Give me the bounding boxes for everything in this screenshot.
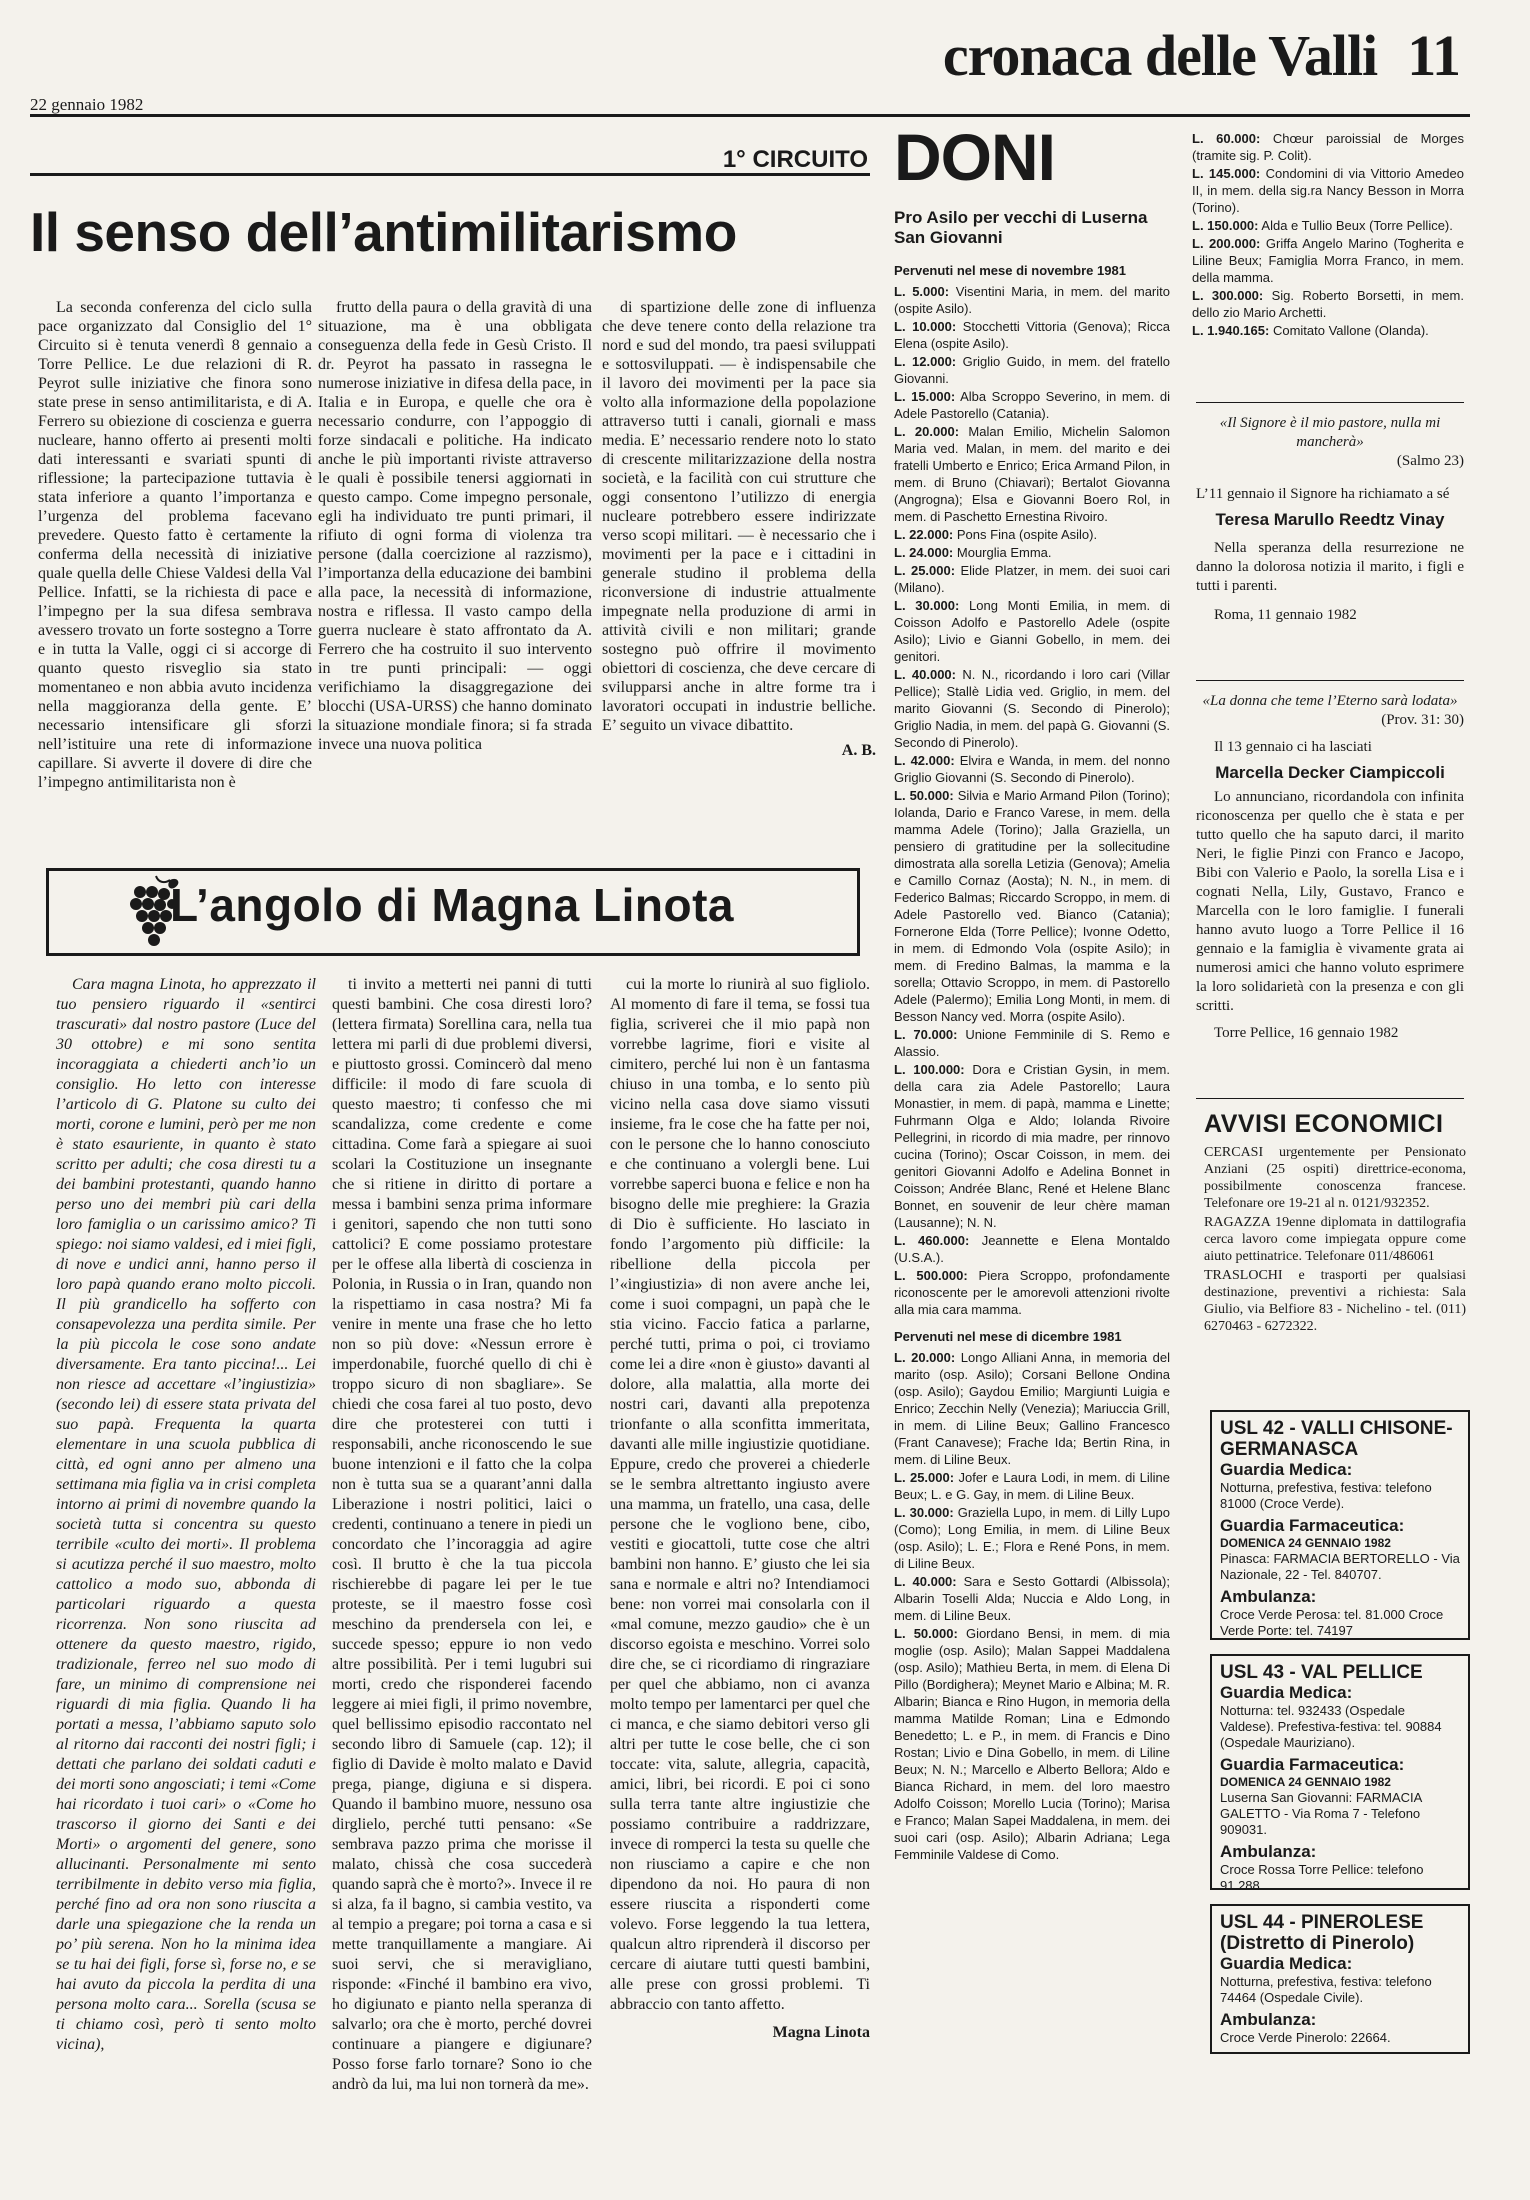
donation-donors: Silvia e Mario Armand Pilon (Torino); Iolanda, Dario e Franco Varese, in mem. della mamma Adele (Torino); Jalla Graziella, un pensiero di gratitudine per la sollecitudine dimostrata alla sorella Letizia (Genova); Amelia e Camillo Cornaz (Aosta); N. N., in mem. di Federico Balmas; Riccardo Scroppo, in mem. di Adele Pastorello ved. Bianco (Catania); Fornerone Elda (Torre Pellice); Ivonne Odetto, in mem. di Edmondo Vola (ospite Asilo); in mem. di Fredino Balmas, la mamma e la sorella; Ottavio Scroppo, in mem. di Pastorello Adele (Palermo); Emilia Long Monti, in mem. di Besson Nancy ved. Morra (ospite Asilo). — [894, 788, 1170, 1024]
usl-heading: Guardia Farmaceutica: — [1220, 1516, 1405, 1535]
donation-amount: L. 20.000: — [894, 1350, 956, 1365]
donation-donors: Comitato Vallone (Olanda). — [1272, 323, 1429, 338]
obituary-intro: L’11 gennaio il Signore ha richiamato a sé — [1196, 486, 1450, 502]
doni-column-2 — [1192, 130, 1464, 340]
donation-entry — [894, 1061, 1170, 1231]
angolo-title: L’angolo di Magna Linota — [170, 879, 734, 931]
obituary-quote: «Il Signore è il mio pastore, nulla mi mancherà» — [1219, 415, 1441, 450]
donation-entry — [894, 526, 1170, 543]
donation-donors: Condomini di via Vittorio Amedeo II, in mem. della sig.ra Nancy Besson in Morra (Torino). — [1192, 166, 1464, 215]
donation-entry — [894, 597, 1170, 665]
donations-list-december — [894, 1349, 1170, 1863]
usl-text: Croce Verde Perosa: tel. 81.000 Croce Verde Porte: tel. 74197 — [1220, 1607, 1444, 1638]
classified-ad: RAGAZZA 19enne diplomata in dattilografia cerca lavoro come impiegata oppure come aiuto pettinatrice. Telefonare 011/486061 — [1204, 1215, 1466, 1264]
obituary-quote: «La donna che teme l’Eterno sarà lodata» — [1202, 693, 1458, 709]
classifieds-title: AVVISI ECONOMICI — [1204, 1110, 1444, 1138]
donation-entry — [894, 388, 1170, 422]
donation-amount: L. 42.000: — [894, 753, 955, 768]
donation-entry — [1192, 322, 1464, 339]
donation-entry — [894, 787, 1170, 1025]
donation-entry — [1192, 217, 1464, 234]
donation-donors: Giordano Bensi, in mem. di mia moglie (osp. Asilo); Malan Sappei Maddalena (osp. Asilo); Mathieu Berta, in mem. di Elena Di Pillo (Bordighera); Meynet Mario e Albina; M. R. Albarin; Bianca e Rino Hugon, in memoria della mamma Matilde Roman; Lina e Edmondo Benedetto; L. e P., in mem. di Francis e Dino Rostan; Livio e Dina Gobello, in mem. di Liline Beux; N. N.; Marcello e Alberto Bellora; Aldo e Bianca Richard, in mem. del loro maestro Adolfo Coisson; Morello Lucia (Torino); Marisa e Franco; Malan Sapei Maddalena, in mem. dei suoi cari (osp. Asilo); Albarin Adriana; Lega Femminile Valdese di Como. — [894, 1626, 1170, 1862]
donation-entry — [894, 1504, 1170, 1572]
obituary-1 — [1196, 414, 1464, 625]
donation-donors: Sig. Roberto Borsetti, in mem. dello zio Mario Archetti. — [1192, 288, 1464, 320]
donation-amount: L. 20.000: — [894, 424, 960, 439]
donation-donors: Unione Femminile di S. Remo e Alassio. — [894, 1027, 1170, 1059]
donation-entry — [894, 752, 1170, 786]
donation-amount: L. 12.000: — [894, 354, 957, 369]
doni-title: DONI — [894, 120, 1055, 194]
usl-title: USL 42 - VALLI CHISONE-GERMANASCA — [1220, 1418, 1453, 1460]
donation-donors: Long Monti Emilia, in mem. di Coisson Adolfo e Pastorello Adele (ospite Asilo); Livio e Gianni Gobello, in mem. dei genitori. — [894, 598, 1170, 664]
donation-amount: L. 30.000: — [894, 598, 960, 613]
donation-entry — [894, 666, 1170, 751]
donation-donors: Stocchetti Vittoria (Genova); Ricca Elena (ospite Asilo). — [894, 319, 1170, 351]
kicker-rule — [30, 173, 870, 176]
usl-text: Luserna San Giovanni: FARMACIA GALETTO - Via Roma 7 - Telefono 909031. — [1220, 1790, 1422, 1837]
obituary-place: Torre Pellice, 16 gennaio 1982 — [1214, 1025, 1399, 1041]
donation-amount: L. 15.000: — [894, 389, 956, 404]
reply-text: ti invito a metterti nei panni di tutti questi bambini. Che cosa diresti loro? (lettera firmata) Sorellina cara, nella tua lettera mi parli di due problemi diversi, e piuttosto grossi. Comincerò dal meno difficile: il modo di fare scuola di questo maestro; ti confesso che mi scandalizza, come credente e come cittadina. Come farà a spiegare ai suoi scolari la Costituzione un insegnante che si ritiene in diritto di portare a messa i bambini senza prima informare i genitori, sapendo che non tutti sono cattolici? E come possiamo protestare per le offese alla libertà di coscienza in Polonia, in Russia o in Iran, quando non la rispettiamo in casa nostra? Mi fa venire in mente una frase che ho letto non so più dove: «Nessun errore è imperdonabile, fuorché quello di chi è troppo sicuro di non sbagliare». Se chiedi che cosa farei al tuo posto, devo dire che protesterei con tutti i responsabili, anche riconoscendo le sue buone intenzioni e il fatto che la colpa non è tutta sua se a quarant’anni dalla Liberazione i nostri politici, laici o credenti, continuano a tenere in piedi un concordato che l’incoraggia ad agire così. Il brutto è che la tua piccola rischierebbe di pagare lei per le tue proteste, se il maestro fosse così meschino da prendersela con lei, e succede spesso; eppure io non vedo altre possibilità. Per i temi lugubri sui morti, credo che risponderei facendo leggere ai miei figli, il primo novembre, quel bellissimo episodio raccontato nel secondo libro di Samuele (cap. 12); il figlio di Davide è molto malato e David prega, piange, digiuna e si dispera. Quando il bambino muore, nessuno osa dirglielo, perché tutti pensano: «Se sembrava pazzo prima che morisse il malato, chissà che cosa succederà quando saprà che è morto?». Invece il re si alza, fa il bagno, si cambia vestito, va al tempio a pregare; poi torna a casa e si mette tranquillamente a mangiare. Ai suoi servi, che si meravigliano, risponde: «Finché il bambino era vivo, ho digiunato e pianto nella speranza di salvarlo; ora che è morto, perché dovrei continuare a piangere e digiunare? Posso forse farlo tornare? Sono io che andrò da lui, ma lui non tornerà da me». — [332, 976, 592, 2093]
usl-heading: Guardia Medica: — [1220, 1683, 1353, 1702]
reply-column-2 — [610, 975, 870, 2043]
donation-amount: L. 70.000: — [894, 1027, 958, 1042]
donation-entry — [894, 1349, 1170, 1468]
donation-donors: Dora e Cristian Gysin, in mem. della cara zia Adele Pastorello; Laura Monastier, in mem. di papà, mamma e Linette; Fuhrmann Olga e Aldo; Iolanda Rivoire Pellegrini, in ricordo di mia madre, per rinnovo cucina (Torino); Oscar Coisson, in mem. dei genitori Giovanni Adolfo e Adelina Bonnet in Coisson; Andrée Blanc, René et Helene Blanc Bonnet, en souvenir de leur chère maman (Lausanne); N. N. — [894, 1062, 1170, 1230]
donation-entry — [894, 1573, 1170, 1624]
donation-amount: L. 460.000: — [894, 1233, 970, 1248]
article-headline: Il senso dell’antimilitarismo — [30, 201, 737, 263]
donation-amount: L. 145.000: — [1192, 166, 1261, 181]
header-rule — [30, 114, 1470, 117]
doni-period-december: Pervenuti nel mese di dicembre 1981 — [894, 1329, 1122, 1344]
donation-donors: Griffa Angelo Marino (Togherita e Liline Beux; Famiglia Morra Franco, in mem. della mamma. — [1192, 236, 1464, 285]
donation-amount: L. 50.000: — [894, 1626, 958, 1641]
donation-donors: Alda e Tullio Beux (Torre Pellice). — [1261, 218, 1453, 233]
donation-entry — [894, 1026, 1170, 1060]
classified-ad: CERCASI urgentemente per Pensionato Anziani (25 ospiti) direttrice-economa, possibilmente conoscenza francese. Telefonare ore 19-21 al n. 0121/932352. — [1204, 1145, 1466, 1211]
donation-entry — [894, 1469, 1170, 1503]
donation-donors: Jofer e Laura Lodi, in mem. di Liline Beux; L. e G. Gay, in mem. di Liline Beux. — [894, 1470, 1170, 1502]
usl-text: Croce Rossa Torre Pellice: telefono 91.288. — [1220, 1862, 1424, 1893]
usl-title: USL 43 - VAL PELLICE — [1220, 1662, 1423, 1683]
donation-donors: Elvira e Wanda, in mem. del nonno Griglio Giovanni (S. Secondo di Pinerolo). — [894, 753, 1170, 785]
doni-column-1 — [894, 256, 1170, 1864]
obituary-text: Nella speranza della resurrezione ne danno la dolorosa notizia il marito, i figli e tutti i parenti. — [1196, 540, 1464, 594]
obituary-2 — [1196, 692, 1464, 1043]
classifieds-list — [1204, 1144, 1466, 1335]
donation-entry — [894, 544, 1170, 561]
donation-entry — [894, 318, 1170, 352]
donation-entry — [894, 353, 1170, 387]
divider — [1196, 680, 1464, 681]
donation-entry — [894, 1267, 1170, 1318]
obituary-ref: (Prov. 31: 30) — [1381, 712, 1464, 728]
usl-box-44 — [1210, 1904, 1470, 2054]
letter-column — [56, 975, 316, 2055]
masthead — [900, 23, 1460, 88]
donation-entry — [1192, 165, 1464, 216]
donation-amount: L. 22.000: — [894, 527, 954, 542]
donation-amount: L. 1.940.165: — [1192, 323, 1270, 338]
obituary-text: Lo annunciano, ricordandola con infinita riconoscenza per quello che è stata e per tutto quello che ha saputo darci, il marito Neri, le figlie Pinzi con Franco e Jacopo, Bibi con Valerio e Paolo, la sorella Lisa e i cognati Nella, Lily, Gustavo, Franco e Marcella con le loro famiglie. I funerali hanno avuto luogo a Torre Pellice il 16 gennaio e la famiglia è vivamente grata ai numerosi amici che hanno voluto esprimere la loro solidarietà con la presenza e con gli scritti. — [1196, 789, 1464, 1014]
usl-heading: Guardia Medica: — [1220, 1954, 1353, 1973]
donation-amount: L. 200.000: — [1192, 236, 1261, 251]
article-kicker: 1° CIRCUITO — [722, 146, 868, 173]
usl-text: Pinasca: FARMACIA BERTORELLO - Via Nazionale, 22 - Tel. 840707. — [1220, 1551, 1460, 1582]
article-signature: A. B. — [841, 742, 876, 759]
donation-amount: L. 60.000: — [1192, 131, 1261, 146]
donation-entry — [894, 1625, 1170, 1863]
article-text: di spartizione delle zone di influenza che deve tenere conto della relazione tra nord e sud del mondo, tra paesi sviluppati e sottosviluppati. — è indispensabile che il lavoro dei movimenti per la pace sia volto alla informazione della popolazione attraverso tutti i canali, giornali e mass media. E’ necessario rendere noto lo stato di crescente militarizzazione della nostra società, e la facilità con cui strutture che oggi consentono l’utilizzo di energia nucleare potrebbero essere indirizzate verso scopi militari. — è necessario che i movimenti per la pace e i cittadini in generale studino il problema della riconversione di industrie attualmente impegnate nella produzione di armi in attività civili e non militari; grande sostegno può offrire il movimento obiettori di coscienza, che deve cercare di svilupparsi anche in altre forme tra i lavoratori occupati in industrie belliche. E’ seguito un vivace dibattito. — [602, 299, 876, 734]
donations-list-november — [894, 283, 1170, 1318]
usl-date: DOMENICA 24 GENNAIO 1982 — [1220, 1775, 1391, 1789]
usl-text: Notturna: tel. 932433 (Ospedale Valdese). Prefestiva-festiva: tel. 90884 (Ospedale Mauriziano). — [1220, 1703, 1442, 1750]
article-column-3 — [602, 298, 876, 760]
donation-donors: Malan Emilio, Michelin Salomon Maria ved. Malan, in mem. del marito e dei fratelli Umberto e Enrico; Erica Armand Pilon, in mem. di Bruno (Chiavari); Bertalot Giovanna (Angrogna); Elsa e Giovanni Boero Rol, in mem. di Paschetto Ernestina Rivoiro. — [894, 424, 1170, 524]
masthead-title: cronaca delle Valli — [942, 23, 1378, 88]
usl-heading: Guardia Farmaceutica: — [1220, 1755, 1405, 1774]
page-number: 11 — [1407, 23, 1460, 88]
article-text: frutto della paura o della gravità di una situazione, ma è una obbligata conseguenza della fede in Gesù Cristo. Il dr. Peyrot ha passato in rassegna le numerose iniziative in difesa della pace, in Italia e in Europa, e quelle che ora è necessario condurre, con l’appoggio di forze sindacali e politiche. Ha indicato anche le più importanti riviste attraverso le quali è possibile tenersi aggiornati in questo campo. Come impegno personale, egli ha individuato tre punti primari, il rifiuto di ogni forma di violenza tra persone (dalla coercizione al razzismo), l’importanza della educazione dei bambini alla pace, la necessità di informazione, nostra e riflessa. Il vasto campo della guerra nucleare è stato affrontato da A. Ferrero che ha costruito il suo intervento in tre punti principali: — oggi verifichiamo la disaggregazione dei blocchi (USA-URSS) che hanno dominato la situazione mondiale finora; si fa strada invece una nuova politica — [318, 299, 592, 753]
article-text: La seconda conferenza del ciclo sulla pace organizzato dal Consiglio del 1° Circuito si è tenuta venerdì 8 gennaio a Torre Pellice. Le due relazioni di R. Peyrot sulle iniziative che finora sono state prese in senso antimilitarista, e di A. Ferrero su obiezione di coscienza e guerra nucleare, hanno offerto ai presenti molti dati interessanti e svariati spunti di riflessione; la partecipazione tuttavia è stata inferiore a quanto l’importanza e l’urgenza del problema facevano prevedere. Questo fatto è certamente la conferma della necessità di iniziative quale quella delle Chiese Valdesi della Val Pellice. Infatti, se la richiesta di pace e l’impegno per la sua difesa sembrava avessero trovato un forte sostegno a Torre e in tutta la Valle, oggi ci si accorge di quanto questo risveglio sia stato momentaneo e non abbia avuto incidenza nella maggioranza della gente. E’ necessario intensificare gli sforzi nell’istituire una rete di informazione capillare. Si avverte il dovere di dire che l’impegno antimilitarista non è — [38, 299, 312, 791]
donation-amount: L. 150.000: — [1192, 218, 1259, 233]
donation-entry — [1192, 235, 1464, 286]
reply-column-1 — [332, 975, 592, 2095]
usl-heading: Ambulanza: — [1220, 1842, 1317, 1861]
donation-entry — [1192, 287, 1464, 321]
donation-donors: Chœur paroissial de Morges (tramite sig. P. Colit). — [1192, 131, 1464, 163]
donation-donors: Alba Scroppo Severino, in mem. di Adele Pastorello (Catania). — [894, 389, 1170, 421]
classified-ad: TRASLOCHI e trasporti per qualsiasi destinazione, preventivi a richiesta: Sala Giulio, via Belfiore 83 - Nichelino - tel. (011) 6270463 - 6272322. — [1204, 1268, 1466, 1334]
obituary-name: Teresa Marullo Reedtz Vinay — [1215, 510, 1445, 529]
donation-donors: Pons Fina (ospite Asilo). — [956, 527, 1098, 542]
usl-date: DOMENICA 24 GENNAIO 1982 — [1220, 1536, 1391, 1550]
donation-donors: Elide Platzer, in mem. dei suoi cari (Milano). — [894, 563, 1170, 595]
doni-subtitle: Pro Asilo per vecchi di Luserna San Giovanni — [894, 208, 1148, 247]
donation-amount: L. 100.000: — [894, 1062, 965, 1077]
usl-box-42 — [1210, 1410, 1470, 1640]
donation-amount: L. 30.000: — [894, 1505, 954, 1520]
donation-amount: L. 300.000: — [1192, 288, 1264, 303]
donation-amount: L. 40.000: — [894, 667, 956, 682]
donation-amount: L. 5.000: — [894, 284, 950, 299]
obituary-ref: (Salmo 23) — [1396, 453, 1464, 469]
reply-text: cui la morte lo riunirà al suo figliolo. Al momento di fare il tema, se fossi tua figlia, scriverei che il mio papà non vorrebbe lagrime, fiori e visite al cimitero, perché lui non è un fantasma chiuso in una tomba, e lo sento più vicino nella casa dove siamo vissuti insieme, fra le cose che ha fatte per noi, con le persone che lo hanno conosciuto e che continuano a volergli bene. Lui vorrebbe saperci buona e felice e non ha bisogno delle mie preghiere: la Grazia di Dio è sufficiente. Ho lasciato in fondo l’argomento più difficile: la ribellione della piccola per l’«ingiustizia» di non avere anche lei, come i suoi compagni, un papà che le stia vicino. Faccio fatica a parlarne, perché tutti, prima o poi, ci troviamo come lei a dire «non è giusto» davanti al dolore, alla malattia, alla morte dei nostri cari, davanti alla prepotenza trionfante o alla sconfitta immeritata, davanti alle mille ingiustizie quotidiane. Eppure, credo che proverei a chiederle se le sembra altrettanto ingiusto avere una mamma, un fratello, una casa, delle persone che le vogliono bene, cibo, vestiti e giocattoli, tutte cose che altri bambini non hanno. E’ giusto che lei sia sana e normale e altri no? Intendiamoci bene: non vorrei mai consolarla con il «mal comune, mezzo gaudio» che è un discorso egoista e meschino. Vorrei solo dire che, se ci ricordiamo di ringraziare per quel che abbiamo, non ci avanza molto tempo per lamentarci per quel che ci manca, e che siamo debitori verso gli altri per tutte le cose belle, che ci son toccate: vita, salute, allegria, capacità, amici, libri, bei ricordi. E poi ci sono sulla terra tante altre ingiustizie che possiamo contribuire a raddrizzare, invece di romperci la testa su quelle che non riusciamo a capire e che non dipendono da noi. Ho paura di non essere riuscita a risponderti come volevo. Forse leggendo la tua lettera, qualcun altro riprenderà il discorso per cercare di aiutare tutti questi bambini, alle prese con grossi problemi. Ti abbraccio con tanto affetto. — [610, 976, 870, 2013]
donation-amount: L. 10.000: — [894, 319, 957, 334]
angolo-signature: Magna Linota — [772, 2024, 870, 2041]
donation-donors: Sara e Sesto Gottardi (Albissola); Albarin Toselli Alda; Nuccia e Aldo Long, in mem. di Liline Beux. — [894, 1574, 1170, 1623]
donation-entry — [894, 423, 1170, 525]
issue-date: 22 gennaio 1982 — [30, 95, 144, 114]
donation-entry — [1192, 130, 1464, 164]
donation-entry — [894, 562, 1170, 596]
donation-amount: L. 40.000: — [894, 1574, 957, 1589]
article-column-1 — [38, 298, 312, 792]
doni-period-november: Pervenuti nel mese di novembre 1981 — [894, 263, 1126, 278]
usl-heading: Ambulanza: — [1220, 1587, 1317, 1606]
usl-heading: Guardia Medica: — [1220, 1460, 1353, 1479]
donation-entry — [894, 1232, 1170, 1266]
usl-text: Notturna, prefestiva, festiva: telefono 81000 (Croce Verde). — [1220, 1480, 1432, 1511]
letter-text: Cara magna Linota, ho apprezzato il tuo pensiero riguardo il «sentirci trascurati» dal nostro pastore (Luce del 30 ottobre) e mi sono sentita incoraggiata a chiederti anch’io un consiglio. Ho letto con interesse l’articolo di G. Platone su culto dei morti, corone e lumini, però per me non è stato esauriente, in quanto è stato scritto per adulti; che cosa diresti tu a dei bambini protestanti, quando hanno perso uno dei membri più cari della loro famiglia o un carissimo amico? Ti spiego: noi siamo valdesi, ed i miei figli, di nove e undici anni, hanno perso il loro papà quando erano molto piccoli. Il più grandicello ha sofferto con consapevolezza una perdita simile. Per la più piccola le cose sono andate diversamente. Era tanto piccina!... Lei non riesce ad accettare «l’ingiustizia» (secondo lei) di essere stata privata del suo papà. Frequenta la quarta elementare in una scuola pubblica di città, ed ogni anno per almeno una settimana mia figlia va in crisi completa intorno ai primi di novembre quando la società tutta si concentra su questo terribile «culto dei morti». Il problema si acutizza perché il suo maestro, molto cattolico a modo suo, abbonda di particolari riguardo a questa ricorrenza. Non sono riuscita ad ottenere da questo maestro, rigido, tradizionale, ferreo nel suo modo di fare, un minimo di comprensione nei riguardi di mia figlia. Quando li ha portati a messa, l’abbiamo saputo solo al ritorno dai racconti dei nostri figli; i dettati che parlano dei soldati caduti e dei morti sono angosciati; i temi «Come hai ricordato i tuoi cari» o «Come ho trascorso il giorno dei Santi e dei Morti» o argomenti del genere, sono allucinanti. Personalmente mi sento terribilmente in debito verso mia figlia, perché fino ad ora non sono riuscita a darle una spiegazione che la renda un po’ più serena. Non ho la minima idea se tu hai dei figli, forse sì, forse no, e se hai avuto da piccola la perdita di una persona molto cara... Sorella (scusa se ti chiamo così, però ti sento molto vicina), — [56, 976, 316, 2053]
divider — [1196, 1098, 1464, 1099]
obituary-name: Marcella Decker Ciampiccoli — [1215, 763, 1445, 782]
donation-donors: Piera Scroppo, profondamente riconoscente per le amorevoli attenzioni rivolte alla mia cara mamma. — [894, 1268, 1170, 1317]
donation-amount: L. 50.000: — [894, 788, 954, 803]
donation-donors: Griglio Guido, in mem. del fratello Giovanni. — [894, 354, 1170, 386]
donation-entry — [894, 283, 1170, 317]
donation-donors: N. N., ricordando i loro cari (Villar Pellice); Stallè Lidia ved. Griglio, in mem. del marito Giovanni (S. Secondo di Pinerolo); Griglio Nadia, in mem. del papà G. Giovanni (S. Secondo di Pinerolo). — [894, 667, 1170, 750]
donation-amount: L. 500.000: — [894, 1268, 968, 1283]
donation-donors: Graziella Lupo, in mem. di Lilly Lupo (Como); Long Emilia, in mem. di Liline Beux (osp. Asilo); L. E.; Flora e René Pons, in mem. di Liline Beux. — [894, 1505, 1170, 1571]
usl-text: Notturna, prefestiva, festiva: telefono 74464 (Ospedale Civile). — [1220, 1974, 1432, 2005]
donation-donors: Jeannette e Elena Montaldo (U.S.A.). — [894, 1233, 1170, 1265]
obituary-place: Roma, 11 gennaio 1982 — [1214, 607, 1357, 623]
divider — [1196, 402, 1464, 403]
usl-text: Croce Verde Pinerolo: 22664. — [1220, 2030, 1391, 2045]
donation-donors: Longo Alliani Anna, in memoria del marito (osp. Asilo); Corsani Bellone Ondina (osp. Asilo); Gaydou Emilio; Margiunti Luigia e Enrico; Zecchin Nelly (Venezia); Mariuccia Grill, in mem. di Liline Beux; Gallino Francesco (Frant Canavese); Frache Ida; Bertin Rina, in mem. di Liline Beux. — [894, 1350, 1170, 1467]
donation-amount: L. 24.000: — [894, 545, 954, 560]
usl-heading: Ambulanza: — [1220, 2010, 1317, 2029]
article-column-2 — [318, 298, 592, 754]
donation-donors: Mourglia Emma. — [956, 545, 1052, 560]
obituary-intro: Il 13 gennaio ci ha lasciati — [1214, 739, 1372, 755]
usl-title: USL 44 - PINEROLESE (Distretto di Pinerolo) — [1220, 1912, 1424, 1954]
usl-box-43 — [1210, 1654, 1470, 1893]
donation-amount: L. 25.000: — [894, 1470, 955, 1485]
donation-amount: L. 25.000: — [894, 563, 956, 578]
donations-list-continued — [1192, 130, 1464, 339]
donation-donors: Visentini Maria, in mem. del marito (ospite Asilo). — [894, 284, 1170, 316]
